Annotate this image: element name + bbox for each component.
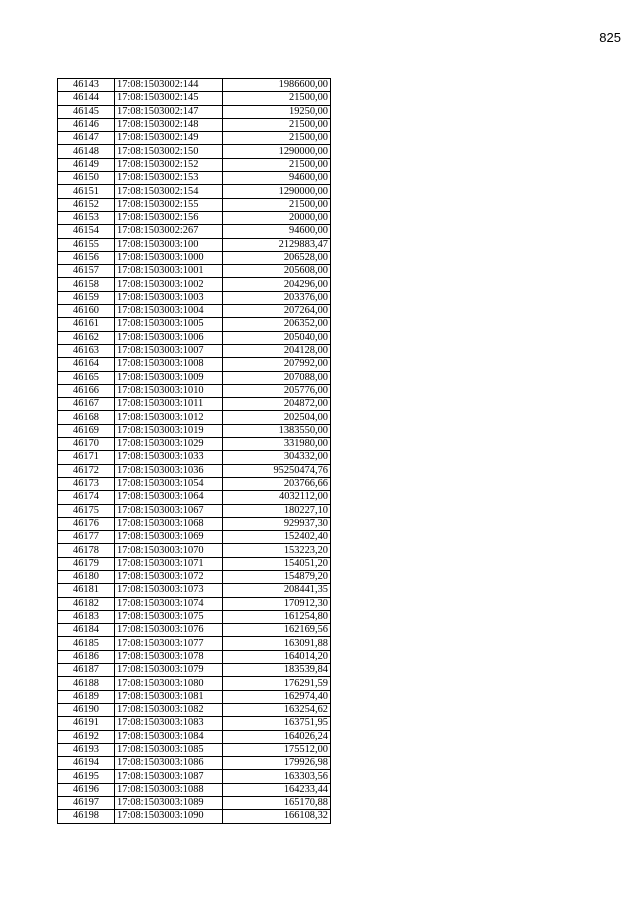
value-cell: 208441,35 — [223, 584, 331, 597]
value-cell: 21500,00 — [223, 92, 331, 105]
value-cell: 205608,00 — [223, 265, 331, 278]
row-number-cell: 46187 — [58, 664, 115, 677]
value-cell: 94600,00 — [223, 172, 331, 185]
table-row — [58, 158, 331, 171]
cadastral-number-cell: 17:08:1503003:1009 — [115, 371, 223, 384]
row-number-cell: 46147 — [58, 132, 115, 145]
cadastral-number-cell: 17:08:1503003:1075 — [115, 610, 223, 623]
value-cell: 95250474,76 — [223, 464, 331, 477]
value-cell: 331980,00 — [223, 438, 331, 451]
value-cell: 203766,66 — [223, 477, 331, 490]
page-number: 825 — [599, 30, 621, 45]
row-number-cell: 46156 — [58, 251, 115, 264]
cadastral-number-cell: 17:08:1503003:1088 — [115, 783, 223, 796]
table-row — [58, 810, 331, 823]
cadastral-number-cell: 17:08:1503003:1002 — [115, 278, 223, 291]
table-row — [58, 278, 331, 291]
cadastral-number-cell: 17:08:1503003:1004 — [115, 305, 223, 318]
table-row — [58, 105, 331, 118]
cadastral-number-cell: 17:08:1503003:1080 — [115, 677, 223, 690]
row-number-cell: 46184 — [58, 624, 115, 637]
cadastral-number-cell: 17:08:1503002:149 — [115, 132, 223, 145]
cadastral-number-cell: 17:08:1503003:1011 — [115, 398, 223, 411]
row-number-cell: 46153 — [58, 211, 115, 224]
table-row — [58, 238, 331, 251]
cadastral-number-cell: 17:08:1503002:144 — [115, 79, 223, 92]
row-number-cell: 46176 — [58, 517, 115, 530]
table-row — [58, 451, 331, 464]
row-number-cell: 46168 — [58, 411, 115, 424]
value-cell: 207264,00 — [223, 305, 331, 318]
row-number-cell: 46193 — [58, 743, 115, 756]
row-number-cell: 46194 — [58, 757, 115, 770]
value-cell: 154051,20 — [223, 557, 331, 570]
row-number-cell: 46177 — [58, 531, 115, 544]
table-row — [58, 198, 331, 211]
row-number-cell: 46158 — [58, 278, 115, 291]
row-number-cell: 46143 — [58, 79, 115, 92]
table-row — [58, 371, 331, 384]
table-row — [58, 717, 331, 730]
value-cell: 304332,00 — [223, 451, 331, 464]
table-row — [58, 557, 331, 570]
cadastral-number-cell: 17:08:1503003:1089 — [115, 797, 223, 810]
value-cell: 206528,00 — [223, 251, 331, 264]
value-cell: 205776,00 — [223, 384, 331, 397]
cadastral-number-cell: 17:08:1503002:155 — [115, 198, 223, 211]
table-row — [58, 211, 331, 224]
cadastral-number-cell: 17:08:1503002:267 — [115, 225, 223, 238]
value-cell: 154879,20 — [223, 570, 331, 583]
row-number-cell: 46192 — [58, 730, 115, 743]
table-row — [58, 517, 331, 530]
table-row — [58, 92, 331, 105]
table-row — [58, 305, 331, 318]
cadastral-number-cell: 17:08:1503003:1076 — [115, 624, 223, 637]
row-number-cell: 46157 — [58, 265, 115, 278]
row-number-cell: 46160 — [58, 305, 115, 318]
value-cell: 166108,32 — [223, 810, 331, 823]
row-number-cell: 46144 — [58, 92, 115, 105]
value-cell: 94600,00 — [223, 225, 331, 238]
value-cell: 4032112,00 — [223, 491, 331, 504]
row-number-cell: 46164 — [58, 358, 115, 371]
row-number-cell: 46198 — [58, 810, 115, 823]
value-cell: 204296,00 — [223, 278, 331, 291]
table-row — [58, 690, 331, 703]
cadastral-number-cell: 17:08:1503002:156 — [115, 211, 223, 224]
row-number-cell: 46189 — [58, 690, 115, 703]
value-cell: 2129883,47 — [223, 238, 331, 251]
table-row — [58, 570, 331, 583]
table-row — [58, 730, 331, 743]
cadastral-number-cell: 17:08:1503003:1064 — [115, 491, 223, 504]
row-number-cell: 46167 — [58, 398, 115, 411]
cadastral-number-cell: 17:08:1503003:1085 — [115, 743, 223, 756]
cadastral-number-cell: 17:08:1503003:1008 — [115, 358, 223, 371]
row-number-cell: 46175 — [58, 504, 115, 517]
cadastral-number-cell: 17:08:1503003:1054 — [115, 477, 223, 490]
value-cell: 19250,00 — [223, 105, 331, 118]
value-cell: 163751,95 — [223, 717, 331, 730]
table-row — [58, 770, 331, 783]
row-number-cell: 46148 — [58, 145, 115, 158]
row-number-cell: 46182 — [58, 597, 115, 610]
table-row — [58, 398, 331, 411]
table-row — [58, 318, 331, 331]
value-cell: 153223,20 — [223, 544, 331, 557]
row-number-cell: 46169 — [58, 424, 115, 437]
table-row — [58, 477, 331, 490]
cadastral-number-cell: 17:08:1503003:1072 — [115, 570, 223, 583]
cadastral-number-cell: 17:08:1503003:1033 — [115, 451, 223, 464]
table-row — [58, 637, 331, 650]
table-body — [58, 79, 331, 824]
table-row — [58, 291, 331, 304]
row-number-cell: 46197 — [58, 797, 115, 810]
cadastral-number-cell: 17:08:1503003:1082 — [115, 703, 223, 716]
table-row — [58, 132, 331, 145]
table-row — [58, 783, 331, 796]
table-row — [58, 491, 331, 504]
value-cell: 21500,00 — [223, 198, 331, 211]
table-row — [58, 118, 331, 131]
cadastral-number-cell: 17:08:1503002:150 — [115, 145, 223, 158]
cadastral-number-cell: 17:08:1503003:1019 — [115, 424, 223, 437]
cadastral-number-cell: 17:08:1503003:1006 — [115, 331, 223, 344]
table-row — [58, 384, 331, 397]
cadastral-number-cell: 17:08:1503003:1005 — [115, 318, 223, 331]
value-cell: 164233,44 — [223, 783, 331, 796]
cadastral-number-cell: 17:08:1503003:1087 — [115, 770, 223, 783]
cadastral-number-cell: 17:08:1503003:1036 — [115, 464, 223, 477]
row-number-cell: 46188 — [58, 677, 115, 690]
row-number-cell: 46162 — [58, 331, 115, 344]
value-cell: 163091,88 — [223, 637, 331, 650]
value-cell: 164026,24 — [223, 730, 331, 743]
row-number-cell: 46172 — [58, 464, 115, 477]
value-cell: 207088,00 — [223, 371, 331, 384]
cadastral-number-cell: 17:08:1503003:1012 — [115, 411, 223, 424]
table-row — [58, 650, 331, 663]
row-number-cell: 46178 — [58, 544, 115, 557]
value-cell: 202504,00 — [223, 411, 331, 424]
table-row — [58, 757, 331, 770]
value-cell: 21500,00 — [223, 132, 331, 145]
table-row — [58, 797, 331, 810]
cadastral-number-cell: 17:08:1503003:1007 — [115, 344, 223, 357]
cadastral-number-cell: 17:08:1503003:1079 — [115, 664, 223, 677]
cadastral-number-cell: 17:08:1503002:145 — [115, 92, 223, 105]
value-cell: 21500,00 — [223, 118, 331, 131]
table-row — [58, 358, 331, 371]
table-row — [58, 172, 331, 185]
value-cell: 180227,10 — [223, 504, 331, 517]
cadastral-number-cell: 17:08:1503002:154 — [115, 185, 223, 198]
table-row — [58, 331, 331, 344]
row-number-cell: 46145 — [58, 105, 115, 118]
row-number-cell: 46186 — [58, 650, 115, 663]
value-cell: 175512,00 — [223, 743, 331, 756]
table-row — [58, 677, 331, 690]
value-cell: 207992,00 — [223, 358, 331, 371]
row-number-cell: 46190 — [58, 703, 115, 716]
cadastral-number-cell: 17:08:1503003:1067 — [115, 504, 223, 517]
cadastral-number-cell: 17:08:1503003:1068 — [115, 517, 223, 530]
cadastral-number-cell: 17:08:1503003:1078 — [115, 650, 223, 663]
row-number-cell: 46161 — [58, 318, 115, 331]
row-number-cell: 46159 — [58, 291, 115, 304]
cadastral-number-cell: 17:08:1503003:1074 — [115, 597, 223, 610]
cadastral-number-cell: 17:08:1503003:1086 — [115, 757, 223, 770]
row-number-cell: 46185 — [58, 637, 115, 650]
row-number-cell: 46195 — [58, 770, 115, 783]
cadastral-number-cell: 17:08:1503003:1003 — [115, 291, 223, 304]
value-cell: 204872,00 — [223, 398, 331, 411]
table-row — [58, 703, 331, 716]
value-cell: 183539,84 — [223, 664, 331, 677]
table-row — [58, 225, 331, 238]
value-cell: 163254,62 — [223, 703, 331, 716]
cadastral-number-cell: 17:08:1503003:1081 — [115, 690, 223, 703]
value-cell: 1290000,00 — [223, 145, 331, 158]
value-cell: 206352,00 — [223, 318, 331, 331]
row-number-cell: 46183 — [58, 610, 115, 623]
row-number-cell: 46163 — [58, 344, 115, 357]
value-cell: 176291,59 — [223, 677, 331, 690]
table-row — [58, 251, 331, 264]
value-cell: 170912,30 — [223, 597, 331, 610]
table-row — [58, 265, 331, 278]
table-row — [58, 531, 331, 544]
cadastral-number-cell: 17:08:1503003:1073 — [115, 584, 223, 597]
value-cell: 163303,56 — [223, 770, 331, 783]
table-row — [58, 610, 331, 623]
row-number-cell: 46180 — [58, 570, 115, 583]
cadastral-number-cell: 17:08:1503003:1084 — [115, 730, 223, 743]
row-number-cell: 46151 — [58, 185, 115, 198]
table-row — [58, 145, 331, 158]
value-cell: 162974,40 — [223, 690, 331, 703]
cadastral-number-cell: 17:08:1503002:152 — [115, 158, 223, 171]
cadastral-number-cell: 17:08:1503002:148 — [115, 118, 223, 131]
cadastral-number-cell: 17:08:1503003:1069 — [115, 531, 223, 544]
table-row — [58, 185, 331, 198]
table-row — [58, 464, 331, 477]
row-number-cell: 46149 — [58, 158, 115, 171]
row-number-cell: 46146 — [58, 118, 115, 131]
value-cell: 1986600,00 — [223, 79, 331, 92]
table-row — [58, 624, 331, 637]
value-cell: 162169,56 — [223, 624, 331, 637]
row-number-cell: 46174 — [58, 491, 115, 504]
row-number-cell: 46155 — [58, 238, 115, 251]
cadastral-value-table — [57, 78, 331, 824]
value-cell: 20000,00 — [223, 211, 331, 224]
cadastral-number-cell: 17:08:1503002:153 — [115, 172, 223, 185]
value-cell: 1383550,00 — [223, 424, 331, 437]
cadastral-number-cell: 17:08:1503003:1000 — [115, 251, 223, 264]
value-cell: 161254,80 — [223, 610, 331, 623]
row-number-cell: 46152 — [58, 198, 115, 211]
row-number-cell: 46181 — [58, 584, 115, 597]
value-cell: 929937,30 — [223, 517, 331, 530]
row-number-cell: 46173 — [58, 477, 115, 490]
row-number-cell: 46154 — [58, 225, 115, 238]
row-number-cell: 46196 — [58, 783, 115, 796]
row-number-cell: 46166 — [58, 384, 115, 397]
value-cell: 21500,00 — [223, 158, 331, 171]
cadastral-number-cell: 17:08:1503003:1077 — [115, 637, 223, 650]
value-cell: 205040,00 — [223, 331, 331, 344]
table-row — [58, 597, 331, 610]
value-cell: 204128,00 — [223, 344, 331, 357]
table-row — [58, 664, 331, 677]
table-row — [58, 344, 331, 357]
cadastral-number-cell: 17:08:1503003:1070 — [115, 544, 223, 557]
value-cell: 165170,88 — [223, 797, 331, 810]
cadastral-number-cell: 17:08:1503003:1001 — [115, 265, 223, 278]
value-cell: 152402,40 — [223, 531, 331, 544]
table-row — [58, 438, 331, 451]
table-row — [58, 504, 331, 517]
table-row — [58, 411, 331, 424]
row-number-cell: 46179 — [58, 557, 115, 570]
row-number-cell: 46165 — [58, 371, 115, 384]
table-row — [58, 424, 331, 437]
row-number-cell: 46150 — [58, 172, 115, 185]
cadastral-number-cell: 17:08:1503003:1010 — [115, 384, 223, 397]
row-number-cell: 46170 — [58, 438, 115, 451]
value-cell: 1290000,00 — [223, 185, 331, 198]
table-row — [58, 544, 331, 557]
row-number-cell: 46171 — [58, 451, 115, 464]
cadastral-number-cell: 17:08:1503003:100 — [115, 238, 223, 251]
table-row — [58, 79, 331, 92]
table-row — [58, 584, 331, 597]
cadastral-number-cell: 17:08:1503002:147 — [115, 105, 223, 118]
cadastral-number-cell: 17:08:1503003:1071 — [115, 557, 223, 570]
cadastral-number-cell: 17:08:1503003:1083 — [115, 717, 223, 730]
cadastral-number-cell: 17:08:1503003:1090 — [115, 810, 223, 823]
value-cell: 203376,00 — [223, 291, 331, 304]
value-cell: 164014,20 — [223, 650, 331, 663]
value-cell: 179926,98 — [223, 757, 331, 770]
table-row — [58, 743, 331, 756]
cadastral-number-cell: 17:08:1503003:1029 — [115, 438, 223, 451]
row-number-cell: 46191 — [58, 717, 115, 730]
